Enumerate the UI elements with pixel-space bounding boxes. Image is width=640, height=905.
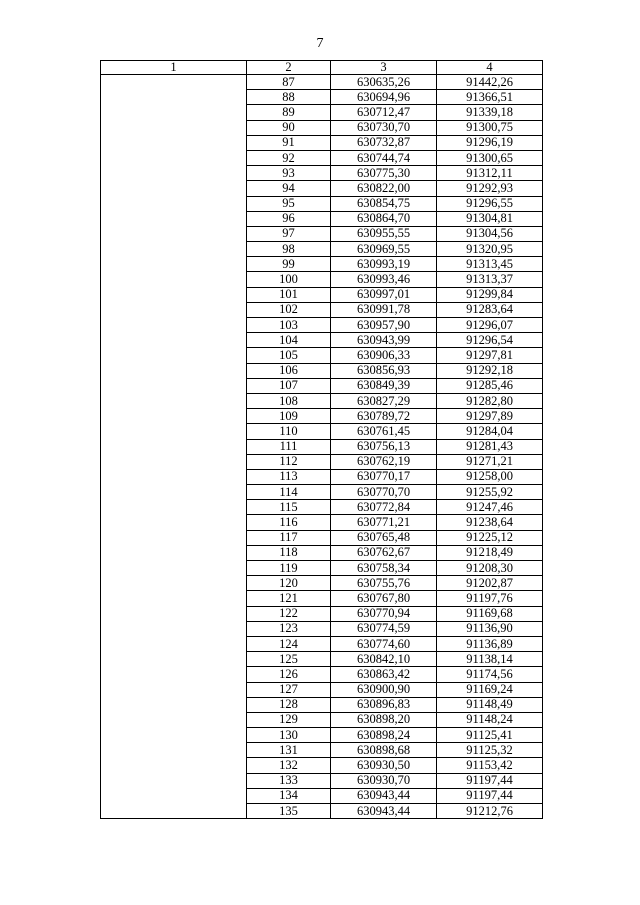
coordinate-y-cell: 91138,14 [437, 652, 543, 667]
coordinate-y-cell: 91208,30 [437, 561, 543, 576]
coordinate-x-cell: 630856,93 [331, 363, 437, 378]
coordinate-y-cell: 91300,65 [437, 150, 543, 165]
coordinate-x-cell: 630732,87 [331, 135, 437, 150]
coordinate-x-cell: 630765,48 [331, 530, 437, 545]
point-number-cell: 126 [247, 667, 331, 682]
coordinate-x-cell: 630898,68 [331, 743, 437, 758]
coordinate-y-cell: 91292,93 [437, 181, 543, 196]
point-number-cell: 93 [247, 166, 331, 181]
coordinate-x-cell: 630775,30 [331, 166, 437, 181]
point-number-cell: 101 [247, 287, 331, 302]
point-number-cell: 108 [247, 393, 331, 408]
coordinate-x-cell: 630997,01 [331, 287, 437, 302]
coordinate-y-cell: 91285,46 [437, 378, 543, 393]
coordinate-y-cell: 91296,54 [437, 333, 543, 348]
coordinate-y-cell: 91197,44 [437, 788, 543, 803]
table-header-row [101, 61, 543, 75]
coordinate-x-cell: 630761,45 [331, 424, 437, 439]
coordinate-y-cell: 91212,76 [437, 804, 543, 819]
coordinate-y-cell: 91366,51 [437, 90, 543, 105]
coordinate-x-cell: 630744,74 [331, 150, 437, 165]
coordinate-x-cell: 630758,34 [331, 561, 437, 576]
coordinate-y-cell: 91292,18 [437, 363, 543, 378]
coordinate-x-cell: 630756,13 [331, 439, 437, 454]
page-number: 7 [316, 36, 324, 51]
coordinate-y-cell: 91136,89 [437, 636, 543, 651]
coordinate-x-cell: 630898,20 [331, 712, 437, 727]
point-number-cell: 103 [247, 318, 331, 333]
point-number-cell: 132 [247, 758, 331, 773]
coordinate-x-cell: 630993,46 [331, 272, 437, 287]
coordinate-y-cell: 91153,42 [437, 758, 543, 773]
coordinate-y-cell: 91297,81 [437, 348, 543, 363]
point-number-cell: 114 [247, 485, 331, 500]
point-number-cell: 128 [247, 697, 331, 712]
coordinate-y-cell: 91296,19 [437, 135, 543, 150]
coordinate-x-cell: 630774,59 [331, 621, 437, 636]
coordinate-y-cell: 91313,37 [437, 272, 543, 287]
coordinate-x-cell: 630822,00 [331, 181, 437, 196]
point-number-cell: 105 [247, 348, 331, 363]
coordinate-y-cell: 91304,81 [437, 211, 543, 226]
coordinate-x-cell: 630991,78 [331, 302, 437, 317]
coordinate-x-cell: 630906,33 [331, 348, 437, 363]
point-number-cell: 116 [247, 515, 331, 530]
coordinates-table [100, 60, 543, 819]
coordinate-x-cell: 630770,94 [331, 606, 437, 621]
column-header-1: 1 [101, 61, 247, 75]
coordinate-y-cell: 91197,44 [437, 773, 543, 788]
column-1-merged-cell [101, 75, 247, 819]
point-number-cell: 127 [247, 682, 331, 697]
point-number-cell: 122 [247, 606, 331, 621]
coordinate-y-cell: 91442,26 [437, 75, 543, 90]
coordinate-x-cell: 630943,44 [331, 788, 437, 803]
coordinate-y-cell: 91238,64 [437, 515, 543, 530]
coordinate-x-cell: 630896,83 [331, 697, 437, 712]
coordinate-y-cell: 91202,87 [437, 576, 543, 591]
coordinate-x-cell: 630770,17 [331, 469, 437, 484]
point-number-cell: 99 [247, 257, 331, 272]
coordinate-x-cell: 630842,10 [331, 652, 437, 667]
coordinate-x-cell: 630955,55 [331, 226, 437, 241]
coordinate-x-cell: 630767,80 [331, 591, 437, 606]
coordinate-y-cell: 91148,49 [437, 697, 543, 712]
coordinate-y-cell: 91282,80 [437, 393, 543, 408]
coordinate-x-cell: 630854,75 [331, 196, 437, 211]
coordinate-x-cell: 630635,26 [331, 75, 437, 90]
coordinate-x-cell: 630863,42 [331, 667, 437, 682]
coordinate-x-cell: 630864,70 [331, 211, 437, 226]
coordinate-y-cell: 91300,75 [437, 120, 543, 135]
point-number-cell: 90 [247, 120, 331, 135]
point-number-cell: 92 [247, 150, 331, 165]
coordinate-y-cell: 91297,89 [437, 409, 543, 424]
point-number-cell: 95 [247, 196, 331, 211]
coordinate-x-cell: 630993,19 [331, 257, 437, 272]
point-number-cell: 102 [247, 302, 331, 317]
point-number-cell: 115 [247, 500, 331, 515]
coordinate-y-cell: 91247,46 [437, 500, 543, 515]
point-number-cell: 113 [247, 469, 331, 484]
coordinate-y-cell: 91174,56 [437, 667, 543, 682]
coordinate-y-cell: 91284,04 [437, 424, 543, 439]
coordinate-y-cell: 91218,49 [437, 545, 543, 560]
coordinate-y-cell: 91304,56 [437, 226, 543, 241]
coordinate-y-cell: 91312,11 [437, 166, 543, 181]
point-number-cell: 134 [247, 788, 331, 803]
coordinate-x-cell: 630898,24 [331, 728, 437, 743]
point-number-cell: 106 [247, 363, 331, 378]
point-number-cell: 112 [247, 454, 331, 469]
point-number-cell: 117 [247, 530, 331, 545]
coordinate-x-cell: 630712,47 [331, 105, 437, 120]
point-number-cell: 87 [247, 75, 331, 90]
coordinate-x-cell: 630827,29 [331, 393, 437, 408]
coordinate-x-cell: 630957,90 [331, 318, 437, 333]
point-number-cell: 104 [247, 333, 331, 348]
coordinate-y-cell: 91281,43 [437, 439, 543, 454]
coordinate-x-cell: 630694,96 [331, 90, 437, 105]
point-number-cell: 120 [247, 576, 331, 591]
point-number-cell: 135 [247, 804, 331, 819]
coordinate-x-cell: 630755,76 [331, 576, 437, 591]
coordinate-y-cell: 91169,24 [437, 682, 543, 697]
coordinate-y-cell: 91296,55 [437, 196, 543, 211]
coordinate-y-cell: 91258,00 [437, 469, 543, 484]
point-number-cell: 119 [247, 561, 331, 576]
point-number-cell: 109 [247, 409, 331, 424]
point-number-cell: 96 [247, 211, 331, 226]
coordinate-x-cell: 630789,72 [331, 409, 437, 424]
coordinate-y-cell: 91197,76 [437, 591, 543, 606]
point-number-cell: 123 [247, 621, 331, 636]
coordinate-y-cell: 91225,12 [437, 530, 543, 545]
point-number-cell: 118 [247, 545, 331, 560]
coordinate-x-cell: 630770,70 [331, 485, 437, 500]
point-number-cell: 125 [247, 652, 331, 667]
point-number-cell: 89 [247, 105, 331, 120]
coordinate-x-cell: 630772,84 [331, 500, 437, 515]
point-number-cell: 130 [247, 728, 331, 743]
table-body [101, 75, 543, 819]
coordinate-x-cell: 630771,21 [331, 515, 437, 530]
coordinate-x-cell: 630762,67 [331, 545, 437, 560]
point-number-cell: 100 [247, 272, 331, 287]
coordinate-y-cell: 91283,64 [437, 302, 543, 317]
coordinate-y-cell: 91320,95 [437, 242, 543, 257]
coordinate-x-cell: 630900,90 [331, 682, 437, 697]
coordinate-y-cell: 91339,18 [437, 105, 543, 120]
coordinate-y-cell: 91299,84 [437, 287, 543, 302]
point-number-cell: 88 [247, 90, 331, 105]
coordinate-x-cell: 630969,55 [331, 242, 437, 257]
coordinate-x-cell: 630930,70 [331, 773, 437, 788]
column-header-3: 3 [331, 61, 437, 75]
point-number-cell: 107 [247, 378, 331, 393]
coordinate-x-cell: 630943,44 [331, 804, 437, 819]
coordinate-x-cell: 630730,70 [331, 120, 437, 135]
point-number-cell: 129 [247, 712, 331, 727]
column-header-4: 4 [437, 61, 543, 75]
coordinate-x-cell: 630762,19 [331, 454, 437, 469]
point-number-cell: 131 [247, 743, 331, 758]
coordinate-y-cell: 91313,45 [437, 257, 543, 272]
point-number-cell: 111 [247, 439, 331, 454]
coordinate-y-cell: 91296,07 [437, 318, 543, 333]
point-number-cell: 124 [247, 636, 331, 651]
coordinate-y-cell: 91148,24 [437, 712, 543, 727]
point-number-cell: 94 [247, 181, 331, 196]
point-number-cell: 133 [247, 773, 331, 788]
coordinate-x-cell: 630849,39 [331, 378, 437, 393]
coordinate-y-cell: 91271,21 [437, 454, 543, 469]
point-number-cell: 91 [247, 135, 331, 150]
coordinate-y-cell: 91125,32 [437, 743, 543, 758]
column-header-2: 2 [247, 61, 331, 75]
coordinate-y-cell: 91169,68 [437, 606, 543, 621]
point-number-cell: 110 [247, 424, 331, 439]
coordinate-x-cell: 630774,60 [331, 636, 437, 651]
table-row [101, 75, 543, 90]
coordinate-y-cell: 91125,41 [437, 728, 543, 743]
coordinate-x-cell: 630943,99 [331, 333, 437, 348]
coordinate-x-cell: 630930,50 [331, 758, 437, 773]
coordinate-y-cell: 91136,90 [437, 621, 543, 636]
point-number-cell: 121 [247, 591, 331, 606]
point-number-cell: 98 [247, 242, 331, 257]
point-number-cell: 97 [247, 226, 331, 241]
coordinate-y-cell: 91255,92 [437, 485, 543, 500]
